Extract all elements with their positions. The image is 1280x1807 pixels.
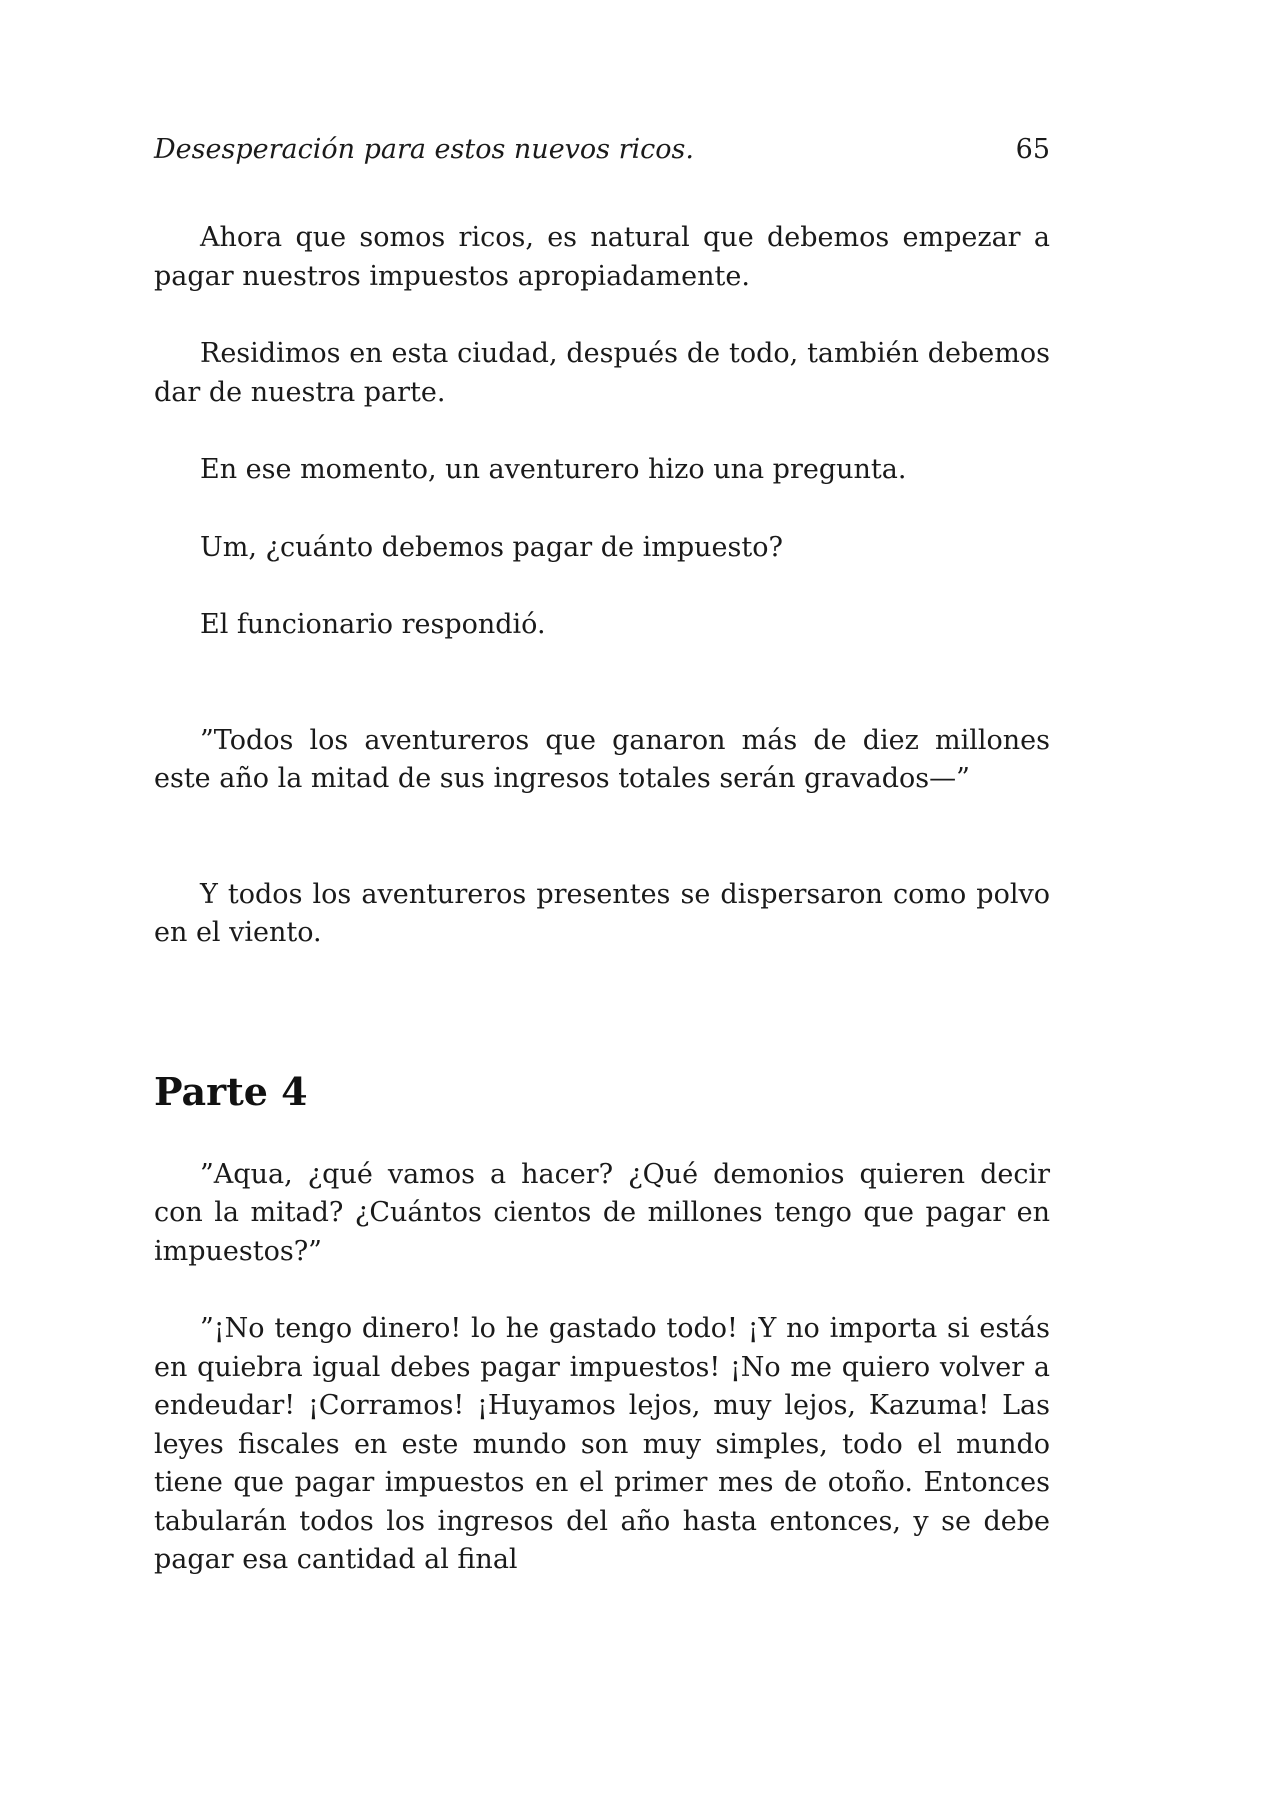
book-page (154, 0, 1050, 1807)
paragraph: ”Aqua, ¿qué vamos a hacer? ¿Qué demonios quieren decir con la mitad? ¿Cuántos cientos de millones tengo que pagar en impuestos?” (154, 1158, 1050, 1267)
running-title: Desesperación para estos nuevos ricos. (154, 134, 694, 165)
running-header (154, 130, 1050, 170)
section-heading: Parte 4 (154, 1068, 308, 1114)
paragraph: Y todos los aventureros presentes se dispersaron como polvo en el viento. (154, 878, 1050, 948)
paragraph: ”Todos los aventureros que ganaron más de diez millones este año la mitad de sus ingresos totales serán gravados—” (154, 724, 1050, 794)
paragraph: Residimos en esta ciudad, después de todo, también debemos dar de nuestra parte. (154, 338, 1050, 408)
paragraph: Ahora que somos ricos, es natural que debemos empezar a pagar nuestros impuestos apropiadamente. (154, 222, 1050, 292)
page-number: 65 (1015, 134, 1050, 165)
paragraph: Um, ¿cuánto debemos pagar de impuesto? (200, 531, 783, 563)
body-text (154, 219, 1050, 1580)
paragraph: En ese momento, un aventurero hizo una pregunta. (200, 454, 907, 485)
paragraph: ”¡No tengo dinero! lo he gastado todo! ¡Y no importa si estás en quiebra igual debes pagar impuestos! ¡No me quiero volver a endeudar! ¡Corramos! ¡Huyamos lejos, muy lejos, Kazuma! Las leyes fiscales en este mundo son muy simples, todo el mundo tiene que pagar impuestos en el primer mes de otoño. Entonces tabularán todos los ingresos del año hasta entonces, y se debe pagar esa cantidad al final (154, 1313, 1050, 1575)
paragraph: El funcionario respondió. (200, 609, 546, 640)
